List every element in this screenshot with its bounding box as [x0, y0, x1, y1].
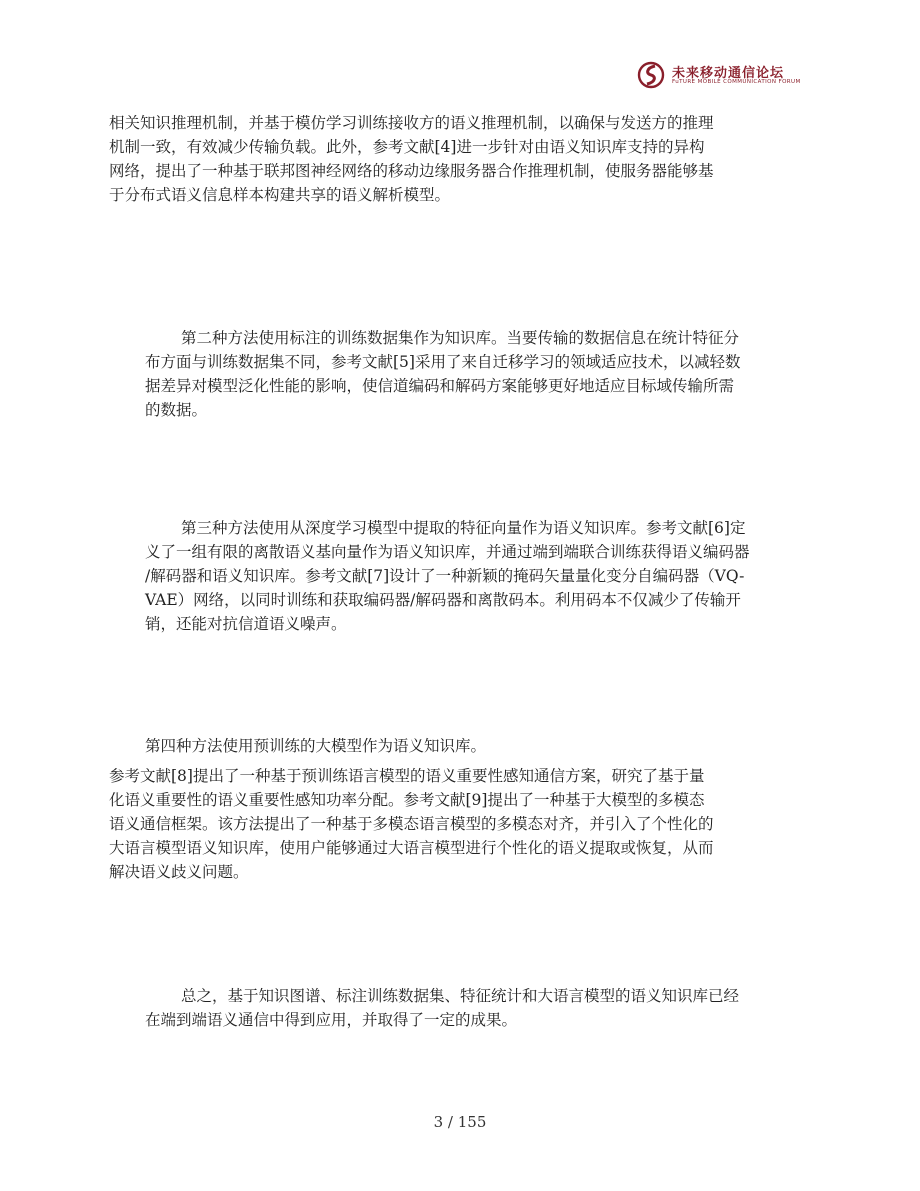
forum-logo-icon: [636, 60, 666, 90]
paragraph-knowledge-reasoning: [109, 111, 714, 207]
paragraph-method-four-detail: [109, 764, 714, 884]
text-line: 网络，提出了一种基于联邦图神经网络的移动边缘服务器合作推理机制，使服务器能够基: [109, 162, 714, 180]
logo-english-text: FuTURE MOBILE COMMUNICATION FORUM: [672, 79, 801, 85]
paragraph-method-four-heading: [145, 734, 486, 758]
text-line: 第二种方法使用标注的训练数据集作为知识库。当要传输的数据信息在统计特征分: [181, 329, 740, 347]
text-line: 销，还能对抗信道语义噪声。: [145, 615, 347, 633]
text-line: 语义通信框架。该方法提出了一种基于多模态语言模型的多模态对齐，并引入了个性化的: [109, 815, 714, 833]
page-number: 3 / 155: [433, 1113, 487, 1131]
text-line: 总之，基于知识图谱、标注训练数据集、特征统计和大语言模型的语义知识库已经: [181, 987, 740, 1005]
text-line: 布方面与训练数据集不同，参考文献[5]采用了来自迁移学习的领域适应技术，以减轻数: [145, 353, 741, 371]
text-line: 化语义重要性的语义重要性感知功率分配。参考文献[9]提出了一种基于大模型的多模态: [109, 791, 705, 809]
text-line: 第三种方法使用从深度学习模型中提取的特征向量作为语义知识库。参考文献[6]定: [181, 519, 746, 537]
text-line: 参考文献[8]提出了一种基于预训练语言模型的语义重要性感知通信方案，研究了基于量: [109, 767, 705, 785]
text-line: 相关知识推理机制，并基于模仿学习训练接收方的语义推理机制，以确保与发送方的推理: [109, 114, 714, 132]
paragraph-method-two: [145, 326, 740, 422]
text-line: 于分布式语义信息样本构建共享的语义解析模型。: [109, 186, 451, 204]
text-line: VAE）网络，以同时训练和获取编码器/解码器和离散码本。利用码本不仅减少了传输开: [145, 591, 741, 609]
text-line: 解决语义歧义问题。: [109, 863, 249, 881]
text-line: 义了一组有限的离散语义基向量作为语义知识库，并通过端到端联合训练获得语义编码器: [145, 543, 750, 561]
text-line: 大语言模型语义知识库，使用户能够通过大语言模型进行个性化的语义提取或恢复，从而: [109, 839, 714, 857]
text-line: /解码器和语义知识库。参考文献[7]设计了一种新颖的掩码矢量量化变分自编码器（VQ-: [145, 567, 745, 585]
text-line: 据差异对模型泛化性能的影响，使信道编码和解码方案能够更好地适应目标域传输所需: [145, 377, 735, 395]
text-line: 第四种方法使用预训练的大模型作为语义知识库。: [145, 737, 487, 755]
paragraph-method-three: [145, 516, 750, 636]
text-line: 在端到端语义通信中得到应用，并取得了一定的成果。: [145, 1011, 518, 1029]
logo-chinese-text: 未来移动通信论坛: [672, 66, 785, 81]
text-line: 的数据。: [145, 401, 208, 419]
paragraph-summary: [145, 984, 739, 1032]
text-line: 机制一致，有效减少传输负载。此外，参考文献[4]进一步针对由语义知识库支持的异构: [109, 138, 705, 156]
